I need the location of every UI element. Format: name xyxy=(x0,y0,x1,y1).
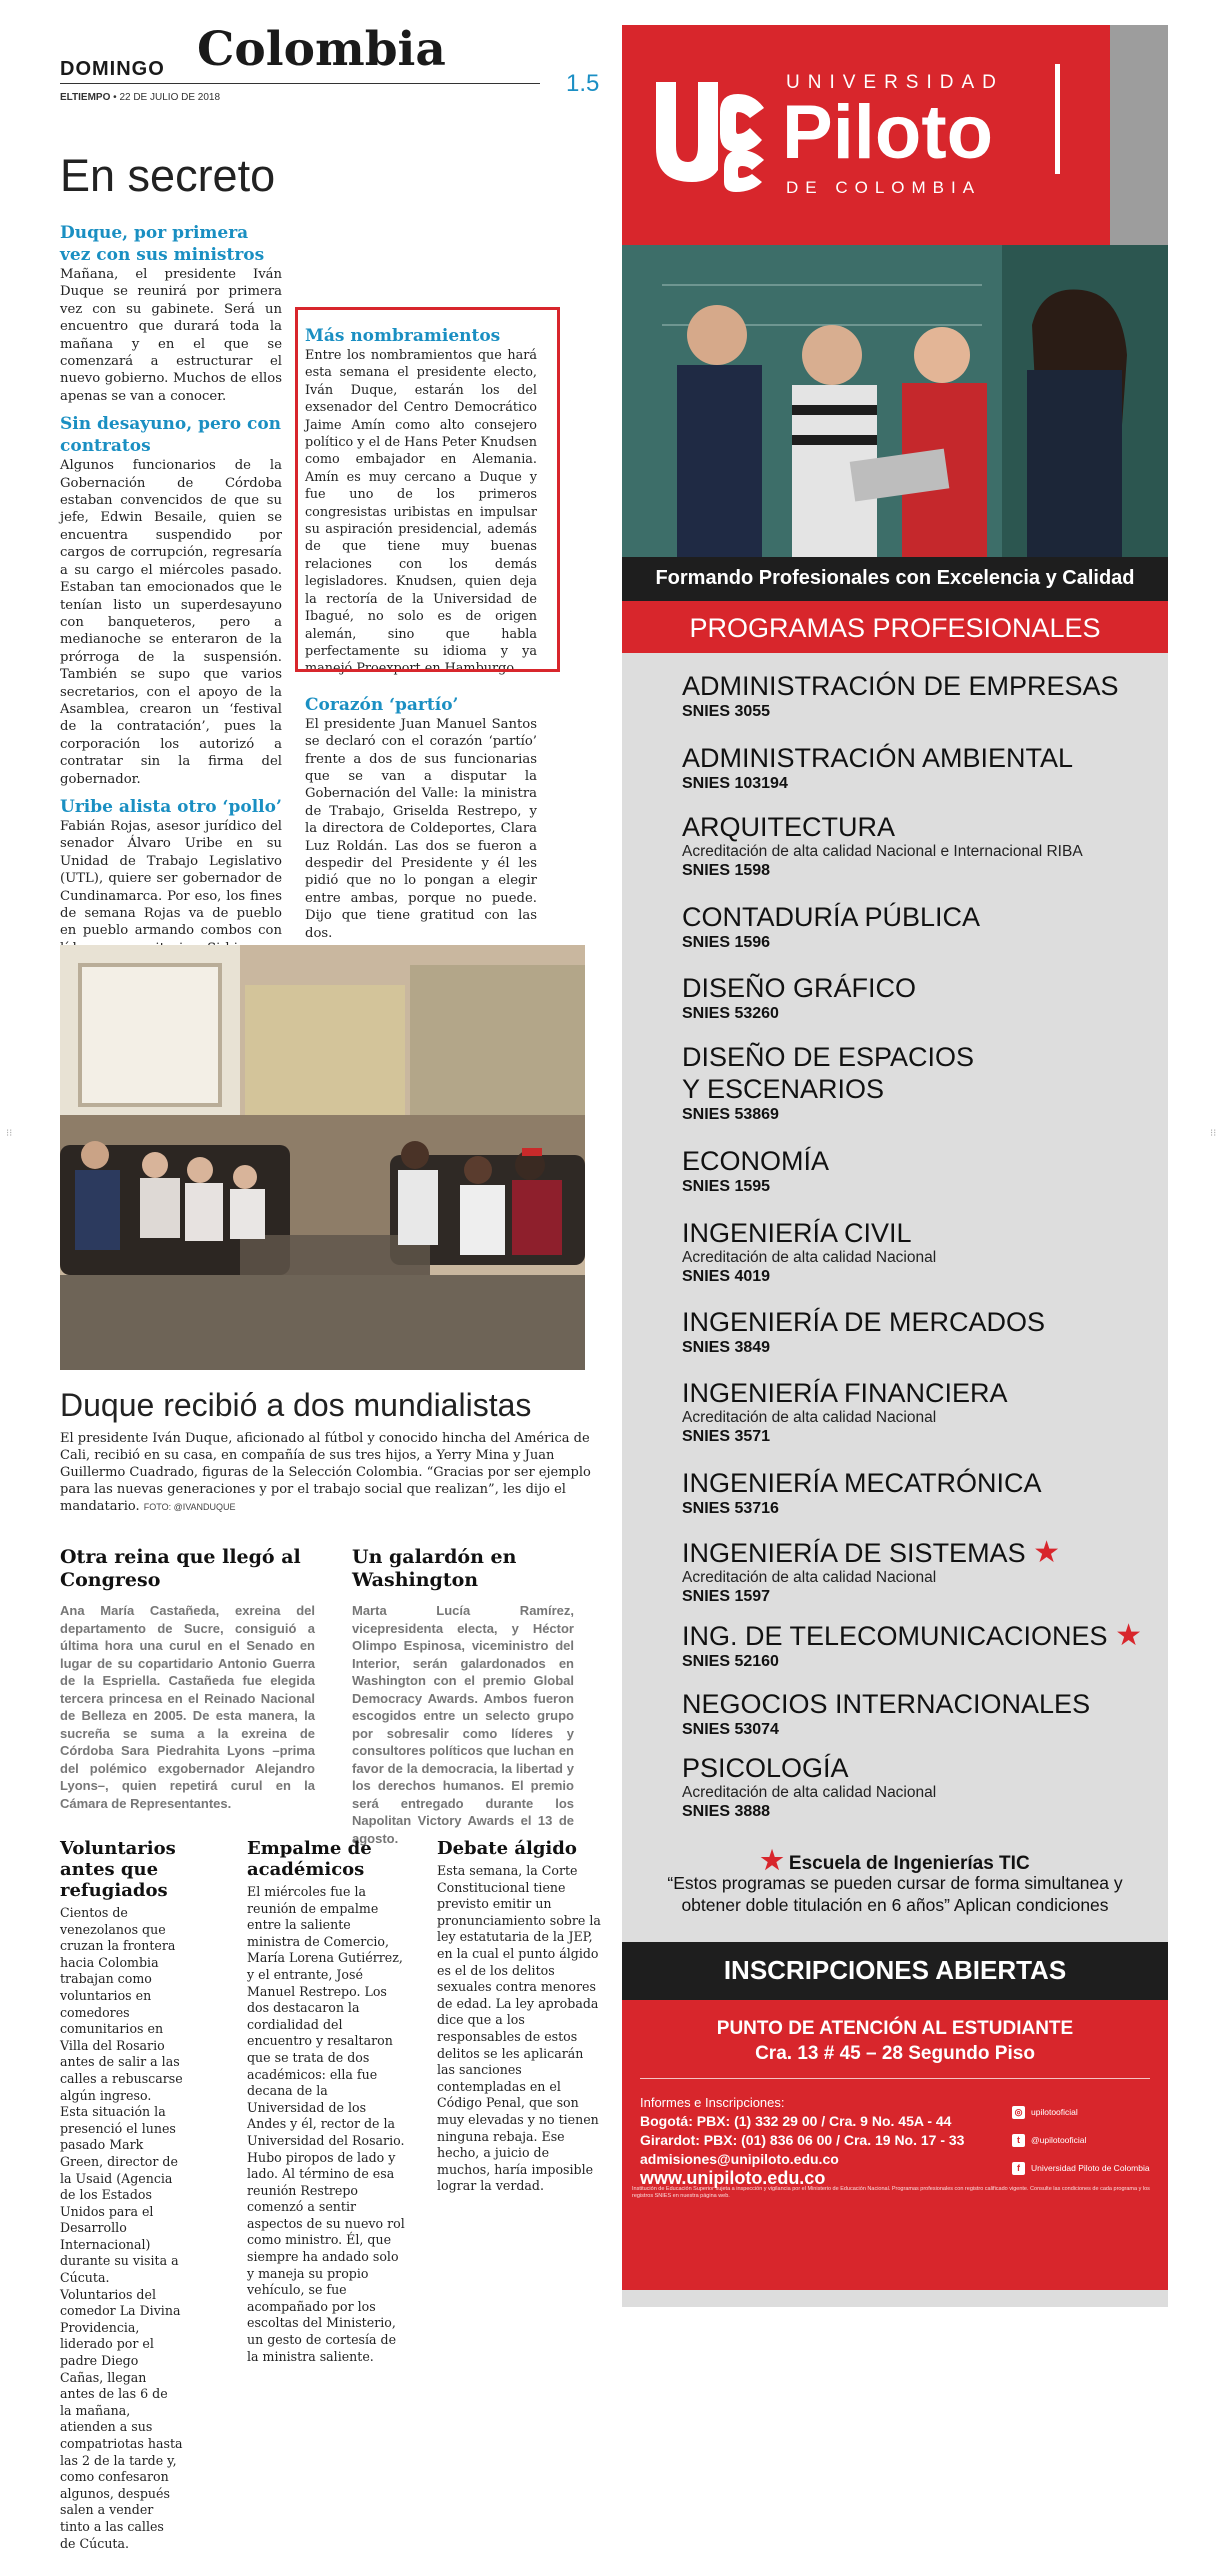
story-heading: Otra reina que llegó al Congreso xyxy=(60,1546,301,1591)
program-item xyxy=(682,1620,1152,1672)
logo-bottom-text: DE COLOMBIA xyxy=(786,178,982,197)
info-heading: Informes e Inscripciones: xyxy=(640,2095,785,2110)
brand-name: ELTIEMPO xyxy=(60,92,111,103)
punto-atencion: PUNTO DE ATENCIÓN AL ESTUDIANTE xyxy=(716,2018,1074,2039)
photo-credit: FOTO: @IVANDUQUE xyxy=(143,1502,236,1512)
program-snies: SNIES 4019 xyxy=(682,1268,771,1285)
secret-item-duque xyxy=(60,222,282,405)
story-text: El miércoles fue la reunión de empalme entre la saliente ministra de Comercio, María Lorena Gutiérrez, y el entrante, José Manuel Restrepo. Los dos destacaron la cordialidad del encuentro y resaltaron que se trata de dos académicos: ella fue decana de la Universidad de los Andes y él, rector de la Universidad del Rosario. Hubo piropos de lado y lado. Al término de esa reunión Restrepo comenzó a sentir aspectos de su nuevo rol como ministro. Él, que siempre ha andado solo y maneja su propio vehículo, se fue acompañado por los escoltas del Ministerio, un gesto de cortesía de la ministra saliente. xyxy=(247,1884,405,2364)
secret-text: Algunos funcionarios de la Gobernación de Córdoba estaban convencidos de que su jefe, Edwin Besaile, quien se encuentra suspendido por cargos de corrupción, regresaría a su cargo el miércoles pasado. Estaban tan emocionados que le tenían listo un superdesayuno con banqueteros, pero a medianoche se enteraron de la prórroga de la suspensión. También se supo que varios secretarios, con el apoyo de la Asamblea, crearon un ‘festival de la contratación’, pues la corporación los autorizó a contratar sin la firma del gobernador. xyxy=(60,458,282,787)
program-name-text: ING. DE TELECOMUNICACIONES xyxy=(682,1621,1108,1651)
header-rule xyxy=(60,83,540,84)
twitter-icon: t xyxy=(1012,2134,1025,2147)
story-text: Cientos de venezolanos que cruzan la frontera hacia Colombia trabajan como voluntarios en comedores comunitarios en Villa del Rosario antes de salir a las calles a rebuscarse algún ingreso. Esta situación la presenció el lunes pasado Mark Green, director de la Usaid (Agencia de los Estados Unidos para el Desarrollo Internacional) durante su visita a Cúcuta. Voluntarios del comedor La Divina Providencia, liderado por el padre Diego Cañas, llegan antes de las 6 de la mañana, atienden a sus compatriotas hasta las 2 de la tarde y, como confesaron algunos, después salen a vender tinto a las calles de Cúcuta. xyxy=(60,1905,183,2551)
program-item xyxy=(682,1688,1152,1740)
program-item xyxy=(682,1145,1152,1197)
secret-item-corazon xyxy=(305,694,537,942)
story-empalme xyxy=(247,1838,407,2364)
highlight-box xyxy=(295,307,560,672)
fine-print: Institución de Educación Superior sujeta a inspección y vigilancia por el Ministerio de Educación Nacional. Programas profesionales con registro calificado vigente. Consulte las condiciones de cada programa y los registros SNIES en nuestra página web. xyxy=(632,2186,1150,2199)
program-name: INGENIERÍA DE MERCADOS xyxy=(682,1307,1046,1337)
website-link: www.unipiloto.edu.co xyxy=(640,2168,826,2188)
story-heading: Voluntarios antes que refugiados xyxy=(60,1838,176,1901)
instagram-icon: ◎ xyxy=(1012,2106,1025,2119)
story-text: Esta semana, la Corte Constitucional tiene previsto emitir un pronunciamiento sobre la ley estatutaria de la JEP, en la cual el punto álgido es el de los delitos sexuales contra menores de edad. La ley aprobada dice que a los responsables de estos delitos se les aplicarán las sanciones contempladas en el Código Penal, que son muy elevadas y no tienen ninguna rebaja. Ese hecho, a juicio de muchos, haría imposible lograr la verdad. xyxy=(437,1863,601,2194)
secret-heading: Sin desayuno, pero con contratos xyxy=(60,414,282,457)
story-reina xyxy=(60,1546,315,1812)
program-name-text: INGENIERÍA DE SISTEMAS xyxy=(682,1538,1026,1568)
program-accreditation: Acreditación de alta calidad Nacional e Internacional RIBA xyxy=(682,843,1083,860)
program-name: ADMINISTRACIÓN DE EMPRESAS xyxy=(682,671,1119,701)
tic-title: Escuela de Ingenierías TIC xyxy=(788,1853,1030,1874)
story-text: Marta Lucía Ramírez, vicepresidenta electa, y Héctor Olimpo Espinosa, viceministro del Interior, serán galardonados en Washington con el premio Global Democracy Awards. Ambos fueron escogidos entre un selecto grupo por sobresalir como líderes y consultores políticos que luchan en favor de la democracia, la libertad y los derechos humanos. El premio será entregado durante los Napolitan Victory Awards el 13 de agosto. xyxy=(352,1603,574,1846)
info-bogota xyxy=(640,2112,970,2131)
girardot-line: Girardot: PBX: (01) 836 06 00 / Cra. 19 No. 17 - 33 xyxy=(640,2132,965,2148)
program-name: INGENIERÍA MECATRÓNICA xyxy=(682,1468,1042,1498)
ad-programs-title: PROGRAMAS PROFESIONALES xyxy=(689,613,1101,643)
secret-heading: Corazón ‘partío’ xyxy=(305,694,459,715)
story-debate xyxy=(437,1838,601,2195)
program-snies: SNIES 103194 xyxy=(682,775,788,792)
ad-tagline: Formando Profesionales con Excelencia y Calidad xyxy=(655,567,1135,589)
punto-direccion: Cra. 13 # 45 – 28 Segundo Piso xyxy=(755,2043,1035,2064)
info-email xyxy=(640,2150,970,2169)
photo-title: Duque recibió a dos mundialistas xyxy=(60,1387,532,1423)
program-item xyxy=(682,901,1152,953)
edge-crop-mark-right: ⁝⁝ xyxy=(1210,1128,1217,1139)
program-snies: SNIES 1596 xyxy=(682,934,771,951)
contact-info xyxy=(640,2094,970,2187)
header-meta: ELTIEMPO • 22 DE JULIO DE 2018 xyxy=(60,92,221,103)
program-snies: SNIES 3571 xyxy=(682,1428,771,1445)
contact-divider xyxy=(640,2078,1150,2079)
secret-text: Entre los nombramientos que hará esta semana el presidente electo, Iván Duque, estarán los del exsenador del Centro Democrático Jaime Amín como alto consejero político y el de Hans Peter Knudsen como embajador en Alemania. Amín es muy cercano a Duque y fue uno de los primeros congresistas uribistas en impulsar su aspiración presidencial, además de que tiene muy buenas relaciones con los demás legisladores. Knudsen, quien deja la rectoría de la Universidad de Ibagué, no solo es de origen alemán, sino que habla perfectamente su idioma y ya manejó Proexport en Hamburgo. xyxy=(305,348,537,677)
secret-text: El presidente Juan Manuel Santos se declaró con el corazón ‘partío’ frente a dos de sus funcionarias que se van a disputar la Gobernación del Valle: la ministra de Trabajo, Griselda Restrepo, y la directora de Coldeportes, Clara Luz Roldán. Las dos se fueron a despedir del Presidente y él les pidió que no lo pongan a elegir entre ambas, porque no puede. Dijo que tiene gratitud con las dos. xyxy=(305,716,537,941)
issue-date: 22 DE JULIO DE 2018 xyxy=(119,92,221,103)
star-icon: ★ xyxy=(1033,1536,1060,1569)
secret-heading: Uribe alista otro ‘pollo’ xyxy=(60,796,282,817)
program-name: INGENIERÍA FINANCIERA xyxy=(682,1378,1008,1408)
program-item xyxy=(682,972,1152,1024)
program-item xyxy=(682,1041,982,1125)
program-name: CONTADURÍA PÚBLICA xyxy=(682,902,981,932)
caption-text: El presidente Iván Duque, aficionado al fútbol y conocido hincha del América de Cali, recibió en su casa, en compañía de sus tres hijos, a Yerry Mina y Juan Guillermo Cuadrado, figuras de la Selección Colombia. “Gracias por ser ejemplo para las nuevas generaciones y por el trabajo social que realizan”, les dijo el mandatario. xyxy=(60,1431,591,1514)
program-item xyxy=(682,742,1152,794)
university-logo-icon xyxy=(648,78,766,200)
program-item xyxy=(682,1537,1152,1607)
photo-caption xyxy=(60,1430,600,1516)
social-twitter xyxy=(1012,2126,1162,2154)
secret-item-desayuno xyxy=(60,413,282,788)
program-name: PSICOLOGÍA xyxy=(682,1753,849,1783)
column-title: En secreto xyxy=(60,150,276,201)
program-name: INGENIERÍA CIVIL xyxy=(682,1218,912,1248)
bogota-line: Bogotá: PBX: (1) 332 29 00 / Cra. 9 No. 45A - 44 xyxy=(640,2113,952,2129)
news-photo xyxy=(60,945,585,1370)
program-snies: SNIES 52160 xyxy=(682,1653,779,1670)
ad-gray-strip xyxy=(1110,25,1168,245)
program-accreditation: Acreditación de alta calidad Nacional xyxy=(682,1569,937,1586)
story-heading: Empalme de académicos xyxy=(247,1838,372,1880)
program-name: ECONOMÍA xyxy=(682,1146,830,1176)
social-facebook xyxy=(1012,2154,1162,2182)
social-handle: @upilotooficial xyxy=(1031,2135,1087,2145)
header-day: DOMINGO xyxy=(60,58,165,80)
secret-heading: Duque, por primera vez con sus ministros xyxy=(60,223,265,265)
program-item xyxy=(682,1306,1152,1358)
logo-divider xyxy=(1055,64,1060,174)
logo-top-text: UNIVERSIDAD xyxy=(786,72,1004,93)
inscripciones-title: INSCRIPCIONES ABIERTAS xyxy=(723,1955,1067,1985)
page-number: 1.5 xyxy=(566,70,600,97)
program-name: NEGOCIOS INTERNACIONALES xyxy=(682,1689,1091,1719)
program-name: ARQUITECTURA xyxy=(682,812,896,842)
program-name: DISEÑO DE ESPACIOS Y ESCENARIOS xyxy=(682,1042,975,1104)
story-heading: Un galardón en Washington xyxy=(352,1546,517,1591)
program-name xyxy=(682,1620,1152,1652)
section-title: Colombia xyxy=(197,22,446,77)
social-handle: Universidad Piloto de Colombia xyxy=(1031,2163,1150,2173)
program-name xyxy=(682,1537,1152,1569)
program-item xyxy=(682,670,1152,722)
program-name: DISEÑO GRÁFICO xyxy=(682,973,917,1003)
email-link: admisiones@unipiloto.edu.co xyxy=(640,2151,839,2167)
social-handle: upilotooficial xyxy=(1031,2107,1078,2117)
story-heading: Debate álgido xyxy=(437,1838,577,1859)
program-snies: SNIES 3849 xyxy=(682,1339,771,1356)
program-snies: SNIES 1595 xyxy=(682,1178,771,1195)
program-item xyxy=(682,1377,1152,1447)
program-accreditation: Acreditación de alta calidad Nacional xyxy=(682,1409,937,1426)
program-snies: SNIES 53074 xyxy=(682,1721,779,1738)
info-girardot xyxy=(640,2131,970,2150)
program-item xyxy=(682,1752,1152,1822)
tic-note: “Estos programas se pueden cursar de forma simultanea y obtener doble titulación en 6 años” Aplican condiciones xyxy=(667,1873,1123,1915)
secret-text: Fabián Rojas, asesor jurídico del senador Álvaro Uribe en su Unidad de Trabajo Legislativo (UTL), quiere ser gobernador de Cundinamarca. Por eso, los fines de semana Rojas va de pueblo en pueblo armando combos con xyxy=(60,818,282,939)
star-icon: ★ xyxy=(1115,1619,1142,1652)
star-icon: ★ xyxy=(760,1845,784,1875)
logo-name: Piloto xyxy=(782,90,994,175)
secret-heading: Más nombramientos xyxy=(305,326,501,346)
program-snies: SNIES 53716 xyxy=(682,1500,779,1517)
program-accreditation: Acreditación de alta calidad Nacional xyxy=(682,1784,937,1801)
program-item xyxy=(682,1217,1152,1287)
program-snies: SNIES 1598 xyxy=(682,862,771,879)
living-room-scene xyxy=(60,945,585,1370)
program-accreditation: Acreditación de alta calidad Nacional xyxy=(682,1249,937,1266)
edge-crop-mark-left: ⁝⁝ xyxy=(6,1128,13,1139)
story-voluntarios xyxy=(60,1838,183,2551)
story-galardon xyxy=(352,1546,574,1847)
students-scene xyxy=(622,245,1168,560)
secret-text: Mañana, el presidente Iván Duque se reunirá por primera vez con su gabinete. Será un encuentro que durará toda la mañana y en el que se comenzará a estructurar el nuevo gobierno. Muchos de ellos apenas se van a conocer. xyxy=(60,267,282,404)
program-snies: SNIES 3055 xyxy=(682,703,771,720)
ad-students-photo xyxy=(622,245,1168,560)
social-instagram xyxy=(1012,2098,1162,2126)
secret-column-1 xyxy=(60,222,282,1022)
program-item xyxy=(682,811,1152,881)
program-snies: SNIES 3888 xyxy=(682,1803,771,1820)
program-item xyxy=(682,1467,1152,1519)
program-snies: SNIES 53260 xyxy=(682,1005,779,1022)
social-links xyxy=(1012,2098,1162,2182)
program-name: ADMINISTRACIÓN AMBIENTAL xyxy=(682,743,1074,773)
facebook-icon: f xyxy=(1012,2162,1025,2175)
program-snies: SNIES 53869 xyxy=(682,1106,779,1123)
program-snies: SNIES 1597 xyxy=(682,1588,771,1605)
story-text: Ana María Castañeda, exreina del departamento de Sucre, consiguió a última hora una curul en el Senado en lugar de su copartidario Antonio Guerra de la Espriella. Castañeda fue elegida tercera princesa en el Reinado Nacional de Belleza en 2005. De esta manera, la sucreña se suma a la exreina de Córdoba Sara Piedrahita Lyons –prima del polémico exgobernador Alejandro Lyons–, quien repetirá curul en la Cámara de Representantes. xyxy=(60,1603,315,1811)
